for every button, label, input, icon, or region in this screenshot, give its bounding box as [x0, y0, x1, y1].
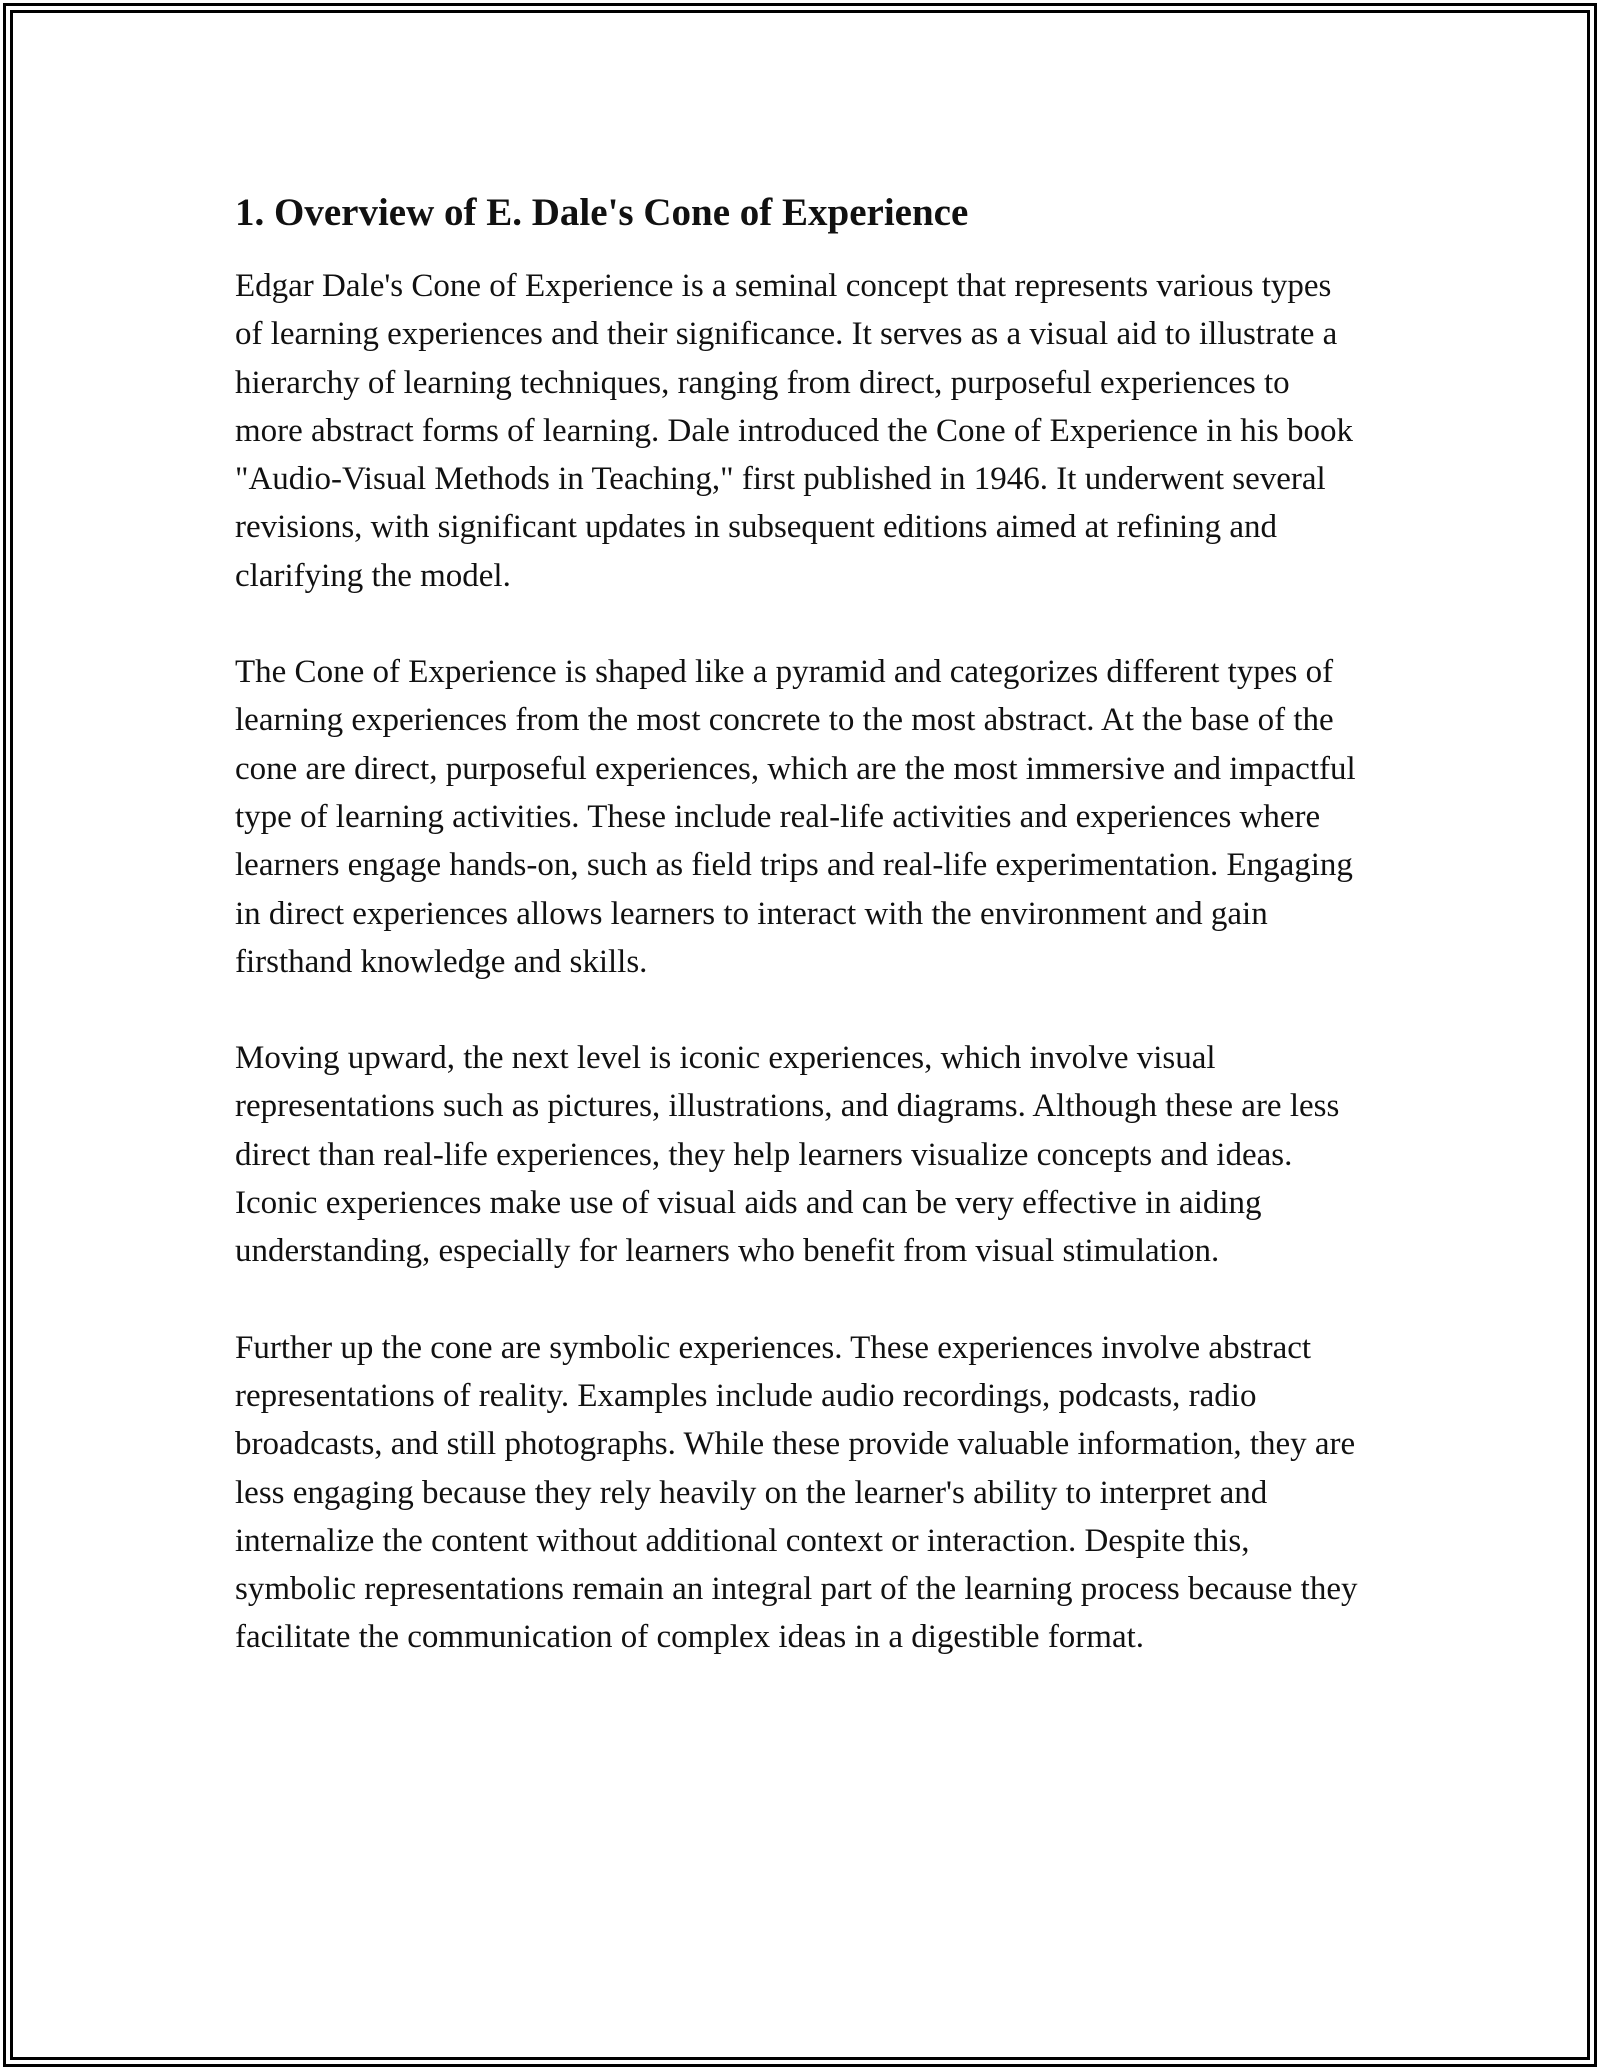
paragraph-4: Further up the cone are symbolic experiences. These experiences involve abstract representations of reality. Examples include audio recordings, podcasts, radio broadcasts, and still photographs. While these provide valuable information, they are less engaging because they rely heavily on the learner's ability to interpret and internalize the content without additional context or interaction. Despite this, symbolic representations remain an integral part of the learning process because they facilitate the communication of complex ideas in a digestible format.	[235, 1329, 1358, 1656]
paragraph-2: The Cone of Experience is shaped like a pyramid and categorizes different types of learning experiences from the most concrete to the most abstract. At the base of the cone are direct, purposeful experiences, which are the most immersive and impactful type of learning activities. These include real-life activities and experiences where learners engage hands-on, such as field trips and real-life experimentation. Engaging in direct experiences allows learners to interact with the environment and gain firsthand knowledge and skills.	[235, 654, 1356, 980]
paragraph-1: Edgar Dale's Cone of Experience is a seminal concept that represents various types of learning experiences and their significance. It serves as a visual aid to illustrate a hierarchy of learning techniques, ranging from direct, purposeful experiences to more abstract forms of learning. Dale introduced the Cone of Experience in his book "Audio-Visual Methods in Teaching," first published in 1946. It underwent several revisions, with significant updates in subsequent editions aimed at refining and clarifying the model.	[235, 268, 1353, 594]
document-body	[235, 185, 1375, 1710]
paragraph-3: Moving upward, the next level is iconic experiences, which involve visual representations such as pictures, illustrations, and diagrams. Although these are less direct than real-life experiences, they help learners visualize concepts and ideas. Iconic experiences make use of visual aids and can be very effective in aiding understanding, especially for learners who benefit from visual stimulation.	[235, 1040, 1340, 1270]
section-heading: 1. Overview of E. Dale's Cone of Experience	[235, 191, 969, 234]
